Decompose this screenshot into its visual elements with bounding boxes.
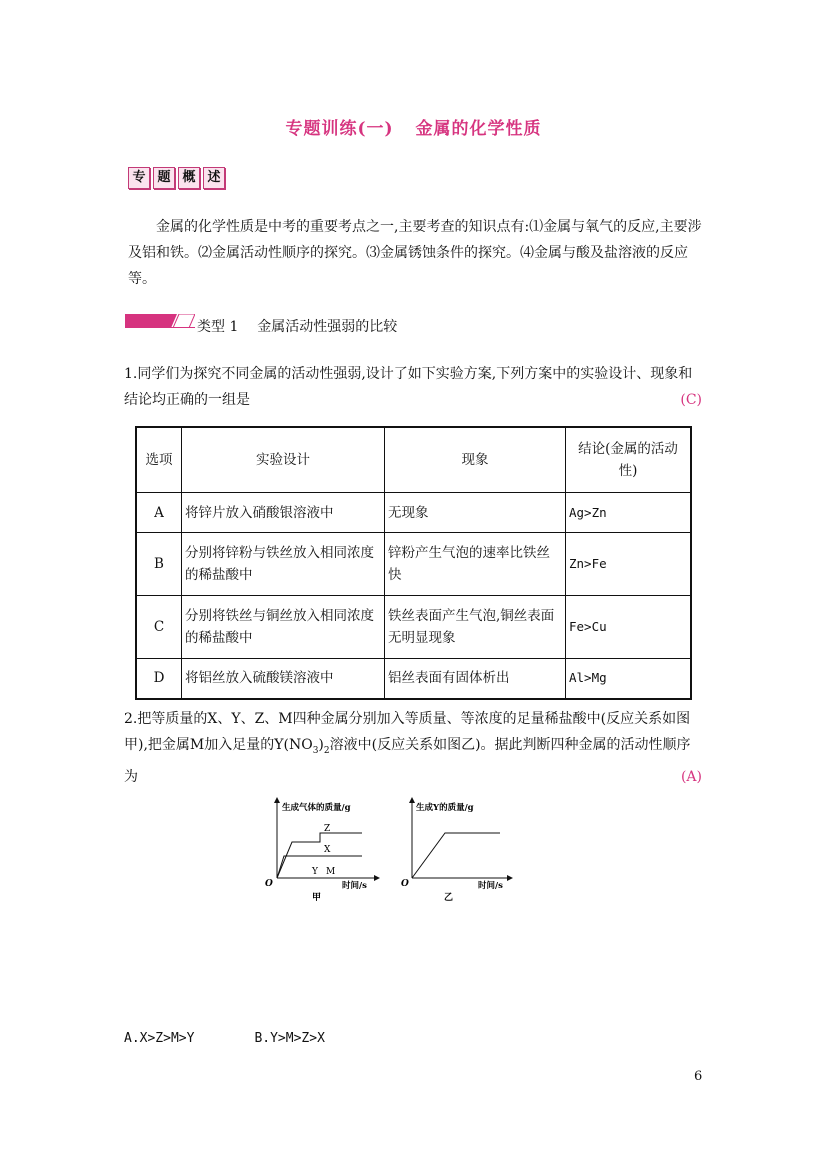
cell-design: 将铝丝放入硫酸镁溶液中 [182,659,385,699]
graph-yi [400,796,515,906]
graph-a-ylabel: 生成气体的质量/g [282,803,351,813]
series-x-line [277,856,362,878]
section-badge [128,167,225,189]
graph-b-xlabel: 时间/s [478,881,503,891]
badge-char: 述 [203,167,225,189]
type-bar-icon [125,314,195,328]
badge-char: 专 [128,167,150,189]
graph-a-caption: 甲 [312,893,322,903]
cell-option: C [136,596,182,659]
question-2-text-c: 溶液中(反应关系如图乙)。据此判断四种金属的活动性顺序为 [124,737,691,785]
cell-option: D [136,659,182,699]
page-title [0,114,827,139]
answer-options [124,1031,325,1046]
question-2 [124,706,702,790]
cell-conclusion: Ag>Zn [566,493,692,533]
header-conclusion: 结论(金属的活动性) [566,427,692,493]
question-2-text-b: ) [318,737,324,753]
question-2-answer: (A) [680,768,702,785]
intro-paragraph: 金属的化学性质是中考的重要考点之一,主要考查的知识点有:⑴金属与氧气的反应,主要涉及铝和铁。⑵金属活动性顺序的探究。⑶金属锈蚀条件的探究。⑷金属与酸及盐溶液的反应等。 [128,219,702,287]
section-title: 金属活动性强弱的比较 [257,319,398,335]
question-1-text: 1.同学们为探究不同金属的活动性强弱,设计了如下实验方案,下列方案中的实验设计、现象和结论均正确的一组是 [124,366,693,408]
cell-conclusion: Zn>Fe [566,533,692,596]
table-row [136,493,691,533]
cell-design: 分别将铁丝与铜丝放入相同浓度的稀盐酸中 [182,596,385,659]
series-label-y: Y [312,867,318,877]
series-label-m: M [326,867,336,877]
cell-phenomenon: 铁丝表面产生气泡,铜丝表面无明显现象 [385,596,566,659]
option-b: B.Y>M>Z>X [254,1031,325,1046]
cell-design: 将锌片放入硝酸银溶液中 [182,493,385,533]
table-header-row [136,427,691,493]
badge-char: 概 [178,167,200,189]
option-a: A.X>Z>M>Y [124,1031,195,1046]
cell-phenomenon: 无现象 [385,493,566,533]
graph-b-origin: O [401,879,409,889]
cell-option: B [136,533,182,596]
cell-phenomenon: 锌粉产生气泡的速率比铁丝快 [385,533,566,596]
table-row [136,596,691,659]
graph-a-origin: O [265,879,273,889]
experiment-table [135,426,692,700]
page-number: 6 [694,1069,703,1084]
question-2-text-a: 2.把等质量的X、Y、Z、M四种金属分别加入等质量、等浓度的足量稀盐酸中(反应关系如图甲),把金属M加入足量的Y(NO [124,711,691,753]
header-option: 选项 [136,427,182,493]
series-label-x: X [324,845,331,855]
graph-b-ylabel: 生成Y的质量/g [416,803,474,813]
question-1 [124,361,702,413]
cell-phenomenon: 铝丝表面有固体析出 [385,659,566,699]
cell-design: 分别将锌粉与铁丝放入相同浓度的稀盐酸中 [182,533,385,596]
table-row [136,533,691,596]
header-design: 实验设计 [182,427,385,493]
subscript-3: 3 [312,745,319,756]
subscript-2: 2 [323,745,330,756]
title-part-1: 专题训练(一) [285,119,394,139]
series-label-z: Z [324,824,331,834]
question-1-answer: (C) [680,392,702,408]
header-phenomenon: 现象 [385,427,566,493]
cell-option: A [136,493,182,533]
section-heading [197,316,397,336]
cell-conclusion: Fe>Cu [566,596,692,659]
series-y-line [412,833,500,878]
graph-jia [262,796,382,906]
graph-b-caption: 乙 [444,893,454,903]
section-type: 类型 1 [197,319,239,335]
cell-conclusion: Al>Mg [566,659,692,699]
graph-a-xlabel: 时间/s [342,881,367,891]
table-row [136,659,691,699]
title-part-2: 金属的化学性质 [415,119,542,139]
badge-char: 题 [153,167,175,189]
